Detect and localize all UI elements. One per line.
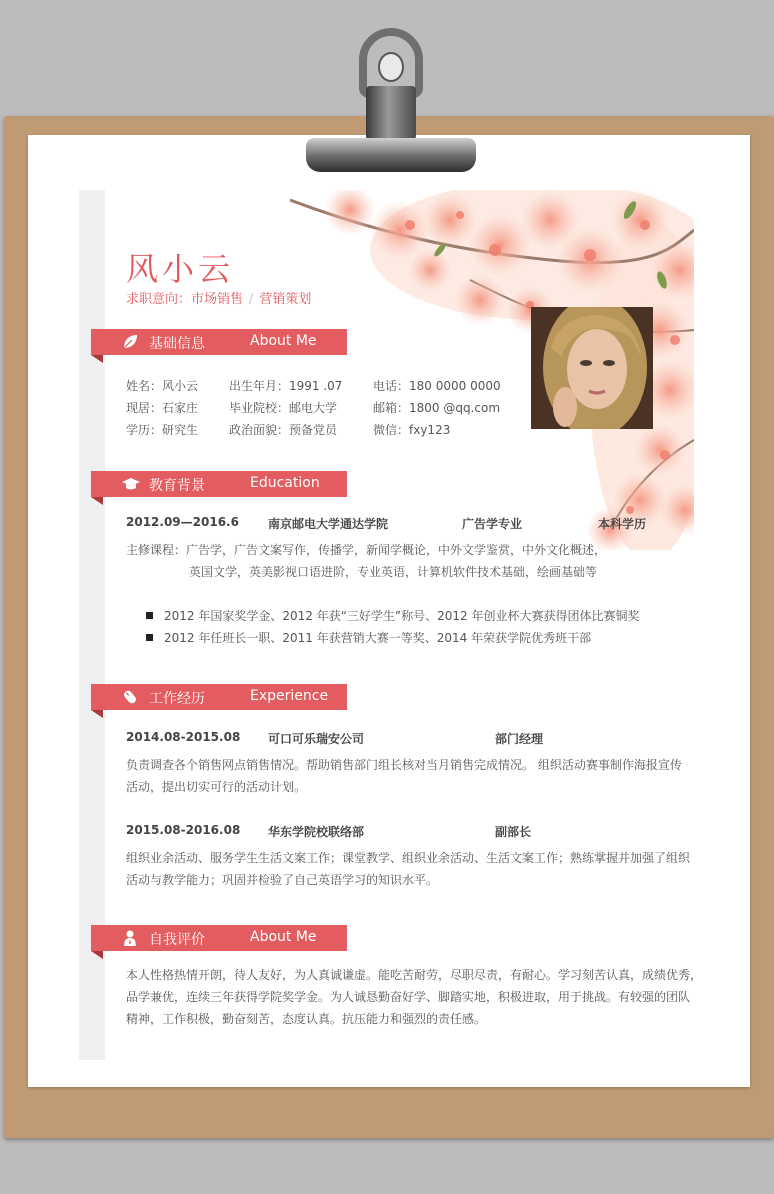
list-item: 2012 年任班长一职、2011 年获营销大赛一等奖、2014 年荣获学院优秀班干部: [146, 628, 640, 650]
info-politics: 政治面貌：预备党员: [229, 423, 338, 437]
job-objective: [126, 288, 311, 307]
awards-list: [146, 606, 640, 650]
edu-courses-line2: 英国文学，英美影视口语进阶，专业英语，计算机软件技术基础，绘画基础等: [189, 565, 598, 579]
clip-neck: [366, 86, 416, 140]
clip-hole: [378, 52, 404, 82]
self-eval-line3: 精神，工作积极，勤奋刻苦，态度认真。抗压能力和强烈的责任感。: [126, 1012, 487, 1026]
self-eval-line2: 品学兼优，连续三年获得学院奖学金。为人诚恳勤奋好学、脚踏实地，积极进取，用于挑战。有较强的团队: [126, 990, 691, 1004]
info-phone: 电话：180 0000 0000: [373, 379, 501, 393]
objective-extra: 营销策划: [259, 292, 312, 307]
job2-desc-line2: 活动与教学能力；巩固并检验了自己英语学习的知识水平。: [126, 873, 439, 887]
job1-desc-line2: 活动，提出切实可行的活动计划。: [126, 780, 307, 794]
section-header-basic: [91, 329, 347, 355]
self-eval-line1: 本人性格热情开朗，待人友好，为人真诚谦虚。能吃苦耐劳，尽职尽责，有耐心。学习刻苦认真，成绩优秀，: [126, 968, 703, 982]
info-name: 姓名：风小云: [126, 379, 199, 393]
ribbon-fold: [91, 355, 103, 363]
list-item: 2012 年国家奖学金、2012 年获“三好学生”称号、2012 年创业杯大赛获得团体比赛铜奖: [146, 606, 640, 628]
graduation-cap-icon: [121, 475, 139, 493]
leaf-icon: [121, 333, 139, 351]
info-residence: 现居：石家庄: [126, 401, 199, 415]
edu-school: 南京邮电大学通达学院: [268, 517, 389, 531]
ribbon-fold: [91, 710, 103, 718]
section-header-work: [91, 684, 347, 710]
job2-position: 副部长: [495, 825, 532, 839]
job1-company: 可口可乐瑞安公司: [268, 732, 365, 746]
job2-period: 2015.08-2016.08: [126, 823, 241, 837]
section-title-en: About Me: [250, 929, 317, 945]
objective-separator: /: [249, 292, 254, 307]
job1-desc-line1: 负责调查各个销售网点销售情况。帮助销售部门组长核对当月销售完成情况。 组织活动赛事制作海报宣传: [126, 758, 682, 772]
edu-courses-line1: 主修课程：广告学，广告文案写作，传播学，新闻学概论，中外文学鉴赏，中外文化概述，: [126, 543, 607, 557]
section-title-en: About Me: [250, 333, 317, 349]
info-school: 毕业院校：邮电大学: [229, 401, 338, 415]
mouse-icon: [121, 688, 139, 706]
section-title-en: Experience: [250, 688, 329, 704]
clip-base: [306, 138, 476, 172]
job1-position: 部门经理: [495, 732, 544, 746]
job2-company: 华东学院校联络部: [268, 825, 365, 839]
info-wechat: 微信：fxy123: [373, 423, 451, 437]
edu-degree: 本科学历: [598, 517, 647, 531]
person-icon: [121, 929, 139, 947]
ribbon-fold: [91, 951, 103, 959]
info-degree: 学历：研究生: [126, 423, 199, 437]
candidate-name: 风小云: [126, 250, 235, 288]
info-email: 邮箱：1800 @qq.com: [373, 401, 501, 415]
edu-period: 2012.09—2016.6: [126, 515, 239, 529]
section-title-zh: 自我评价: [149, 932, 205, 948]
ribbon-fold: [91, 497, 103, 505]
section-title-en: Education: [250, 475, 320, 491]
section-header-education: [91, 471, 347, 497]
section-title-zh: 基础信息: [149, 336, 205, 352]
section-header-self: [91, 925, 347, 951]
job2-desc-line1: 组织业余活动、服务学生生活文案工作；课堂教学、组织业余活动、生活文案工作；熟练掌握并加强了组织: [126, 851, 691, 865]
section-title-zh: 工作经历: [149, 691, 205, 707]
profile-photo: [531, 307, 653, 429]
edu-major: 广告学专业: [462, 517, 523, 531]
section-title-zh: 教育背景: [149, 478, 205, 494]
job1-period: 2014.08-2015.08: [126, 730, 241, 744]
info-birth: 出生年月：1991 .07: [229, 379, 343, 393]
objective-label: 求职意向：市场销售: [126, 292, 244, 307]
